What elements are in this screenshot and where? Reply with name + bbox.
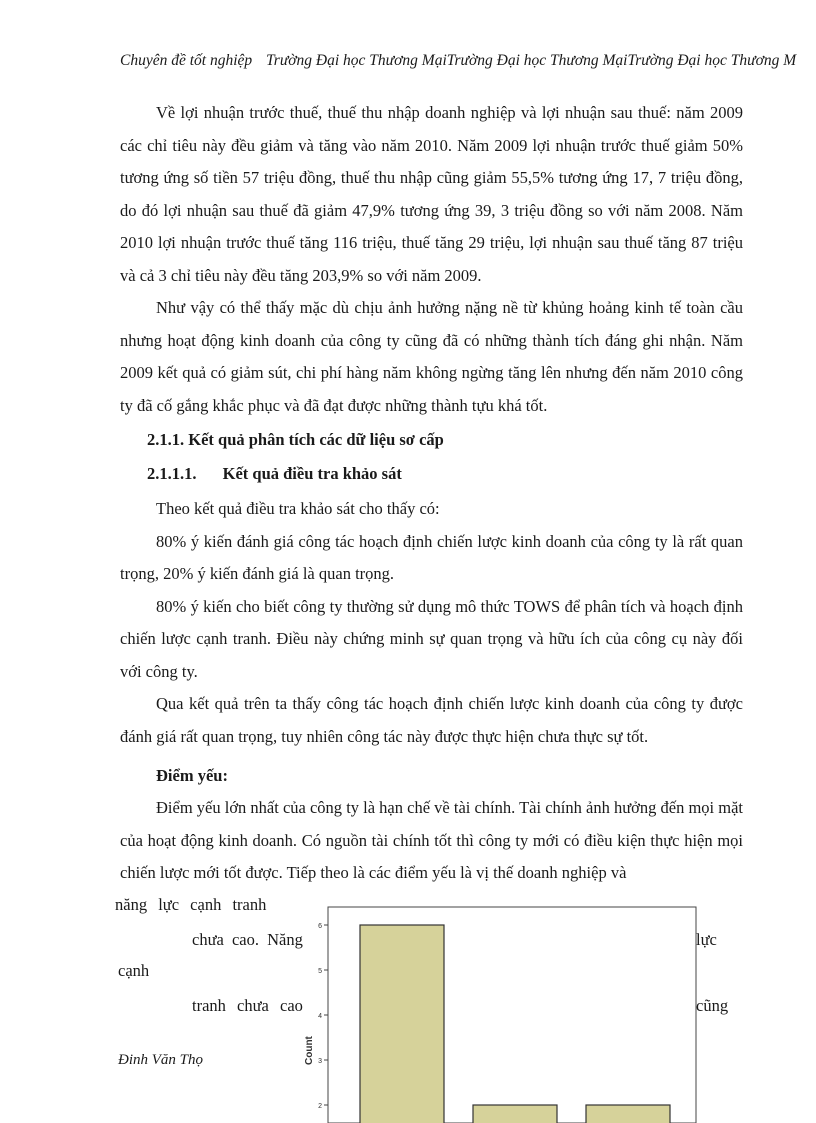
wrap-line: cạnh: [118, 961, 150, 980]
subsection-number: 2.1.1.1.: [147, 464, 197, 483]
wrap-line: lực: [696, 930, 717, 949]
footer-author: Đinh Văn Thọ: [118, 1052, 204, 1068]
paragraph: Theo kết quả điều tra khảo sát cho thấy có:: [156, 499, 440, 518]
wrap-line: cũng: [696, 996, 729, 1015]
y-axis-label: Count: [304, 1036, 315, 1065]
y-tick-label: 5: [318, 968, 322, 975]
paragraph: 80% ý kiến cho biết công ty thường sử dụng mô thức TOWS để phân tích và hoạch định chiến lược cạnh tranh. Điều này chứng minh sự quan trọng và hữu ích của công cụ này đối với công ty.: [120, 596, 743, 681]
header-left: Chuyên đề tốt nghiệp: [120, 52, 253, 69]
body-top: [120, 97, 743, 422]
weakness-heading: Điểm yếu:: [156, 766, 228, 785]
bar-chart: [300, 905, 700, 1123]
wrap-line: năng lực cạnh tranh: [115, 895, 267, 914]
wrap-line: tranh chưa cao: [192, 996, 303, 1015]
paragraph: Như vậy có thể thấy mặc dù chịu ảnh hưởng nặng nề từ khủng hoảng kinh tế toàn cầu nhưng hoạt động kinh doanh của công ty cũng đã có những thành tích đáng ghi nhận. Năm 2009 kết quả có giảm sút, chi phí hàng năm không ngừng tăng lên nhưng đến năm 2010 công ty đã cố gắng khắc phục và đã đạt được những thành tựu khá tốt.: [120, 298, 743, 415]
y-tick-label: 6: [318, 923, 322, 930]
paragraph: 80% ý kiến đánh giá công tác hoạch định chiến lược kinh doanh của công ty là rất quan trọng, 20% ý kiến đánh giá là quan trọng.: [120, 531, 743, 583]
y-tick-label: 2: [318, 1103, 322, 1110]
subsection-title: Kết quả điều tra khảo sát: [222, 464, 402, 483]
paragraph: Điểm yếu lớn nhất của công ty là hạn chế về tài chính. Tài chính ảnh hưởng đến mọi mặt của hoạt động kinh doanh. Có nguồn tài chính tốt thì công ty mới có điều kiện thực hiện mọi chiến lược mới tốt được. Tiếp theo là các điểm yếu là vị thế doanh nghiệp và: [120, 798, 743, 882]
subsection-heading: [147, 458, 402, 490]
y-tick-label: 4: [318, 1013, 322, 1020]
wrap-line: chưa cao. Năng: [192, 930, 303, 949]
chart-bar: [586, 1105, 670, 1123]
chart-bar: [473, 1105, 557, 1123]
page-header: [120, 52, 816, 70]
body-weak: [120, 792, 743, 890]
paragraph: Qua kết quả trên ta thấy công tác hoạch định chiến lược kinh doanh của công ty được đánh giá rất quan trọng, tuy nhiên công tác này được thực hiện chưa thực sự tốt.: [120, 694, 743, 746]
y-tick-label: 3: [318, 1058, 322, 1065]
header-right: Trường Đại học Thương MạiTrường Đại học Thương MạiTrường Đại học Thương M: [266, 52, 797, 69]
paragraph: Về lợi nhuận trước thuế, thuế thu nhập doanh nghiệp và lợi nhuận sau thuế: năm 2009 các chỉ tiêu này đều giảm và tăng vào năm 2010. Năm 2009 lợi nhuận trước thuế giảm 50% tương ứng số tiền 57 triệu đồng, thuế thu nhập cũng giảm 55,5% tương ứng 17, 7 triệu đồng, do đó lợi nhuận sau thuế đã giảm 47,9% tương ứng 39, 3 triệu đồng so với năm 2008. Năm 2010 lợi nhuận trước thuế tăng 116 triệu, thuế tăng 29 triệu, lợi nhuận sau thuế tăng 87 triệu và cả 3 chỉ tiêu này đều tăng 203,9% so với năm 2009.: [120, 103, 743, 285]
chart-bar: [360, 925, 444, 1123]
section-heading: 2.1.1. Kết quả phân tích các dữ liệu sơ cấp: [147, 430, 444, 449]
body-mid: [120, 493, 743, 753]
